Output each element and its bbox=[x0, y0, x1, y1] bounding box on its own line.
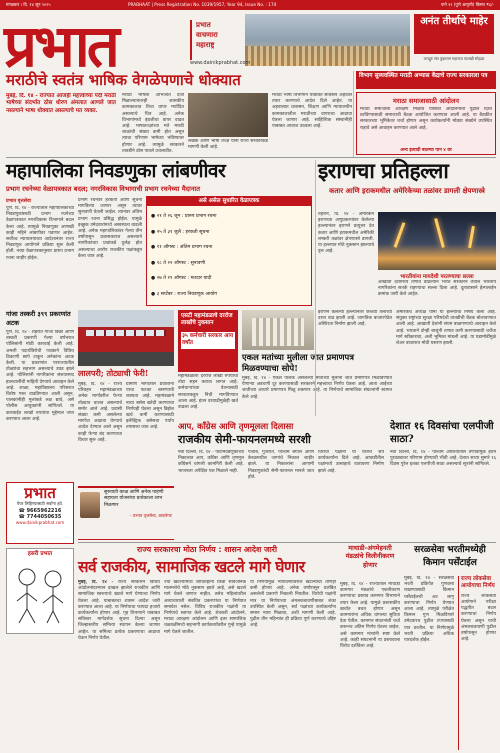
lead-headline-text: मराठीचे स्वतंत्र भाषिक वेगळेपणाचे धोक्यात bbox=[6, 71, 241, 89]
congress-col-3: विरोधी पक्षांनी या यशाचे श्रेय कार्यकर्त्यांना दिले आहे. आघाडीतील पक्षांमध्ये उत्साहाचे वातावरण निर्माण झाले आहे. bbox=[318, 450, 384, 474]
schedule-list bbox=[147, 206, 311, 305]
vote-body: मुंबई, दि. १४ - एकल पालक असलेल्या मातांच्या मुलांना जात प्रमाणपत्र मिळविण्यात येणाऱ्या अडचणी दूर करण्यासाठी सरकारने महत्त्वाचा निर्णय घेतला आहे. आता आईच्या जातीच्या आधारे प्रमाणपत्र मिळू शकणार आहे. या निर्णयाचे सामाजिक संघटनांनी स्वागत केले आहे. bbox=[242, 376, 392, 400]
bottom-mid-body: मुंबई, दि. १४ - राज्यातील माथाडी कामगार मंडळांचे एकत्रीकरण करण्याचा प्रस्ताव कामगार विभागाने तयार केला आहे. यामुळे प्रशासकीय खर्चात बचत होणार असून कामगारांना अधिक चांगल्या सुविधा देता येतील. कामगार संघटनांशी चर्चा करूनच अंतिम निर्णय घेतला जाईल, असे कामगार मंत्र्यांनी स्पष्ट केले आहे. काही संघटनांनी या प्रस्तावाला विरोध दर्शविला आहे. bbox=[340, 582, 400, 650]
side-box-caption: जगद्गुरु संत तुकाराम महाराज पालखी सोहळा bbox=[423, 56, 485, 61]
quote-author: - प्रभात वृत्तसेवा, ठाकरेगट bbox=[130, 514, 172, 520]
logo[interactable]: प्रभात bbox=[4, 12, 117, 80]
price-info: पाने १२ (पुणे आवृत्ती) किंमत ₹६/- bbox=[440, 2, 494, 7]
municipal-col-2: प्रभाग रचनेवर हरकती आणि सूचना मागविल्या जाणार असून त्यावर सुनावणी घेतली जाईल. त्यानंतर अंतिम प्रभाग रचना प्रसिद्ध होईल. यामुळे इच्छुक उमेदवारांमध्ये अस्वस्थता वाढली आहे. अनेक महापालिकांवर गेल्या तीन वर्षांपासून प्रशासकराज असल्याने नागरिकांच्या प्रश्नांकडे दुर्लक्ष होत असल्याचा आरोप राजकीय पक्षांकडून केला जात आहे. bbox=[78, 198, 142, 259]
mid-left-body: पुणे, दि. १४ - शहरात गांजा विक्री आणि तस्करी प्रकरणी गेल्या वर्षभरात पोलिसांनी मोठी कारवाई केली आहे. अमली पदार्थविरोधी पथकाने विविध ठिकाणी छापे टाकून अनेकांना अटक केली. या प्रकरणांत परराज्यातील टोळ्यांचा सहभाग असल्याचे उघड झाले आहे. पोलिसांनी नागरिकांना संशयास्पद हालचालींची माहिती देण्याचे आवाहन केले आहे. शाळा, महाविद्यालय परिसरात विशेष गस्त वाढविण्यात आली असून, पालकांनीही मुलांकडे लक्ष द्यावे, असे पोलीस आयुक्तांनी सांगितले. या कारवाईत लाखो रुपयांचा मुद्देमाल जप्त करण्यात आला आहे. bbox=[6, 330, 74, 422]
bus-body-2: ग्रामीण भागातील प्रवाशांना याचा फटका बसण्याची शक्यता आहे. महामंडळाने नव्या बसेस खरेदी करण्याचा निर्णयही घेतला असून डिझेल खर्च कमी करण्यासाठी इलेक्ट्रिक बसेसचा पर्याय तपासला जात आहे. bbox=[126, 382, 174, 431]
iran-right-col: अमेरिकेचे अध्यक्ष यांनी या हल्ल्याचा निषेध केला आहे. संयुक्त राष्ट्रांच्या सुरक्षा परिषदेची तातडीची बैठक बोलावण्यात आली आहे. आखाती देशांनी संयम बाळगण्याचे आवाहन केले आहे. भारताने दोन्ही बाजूंनी तणाव कमी करण्यासाठी चर्चेचा मार्ग स्वीकारावा, अशी भूमिका मांडली आहे. या घडामोडींमुळे शेअर बाजारात मोठी घसरण झाली. bbox=[396, 310, 496, 347]
bus-photo bbox=[78, 310, 174, 366]
schedule-item: ● २१ ते २६ जून : प्रारुप प्रभाग रचना bbox=[151, 214, 217, 219]
quote-text: सुरुवाती काळ आणि अनेक पाहणी सहायता योजनांचा प्रत्येकाला लाभ मिळणार bbox=[104, 490, 164, 508]
sixteen-days-body: नवी दिल्ली, दि. १४ - पश्चिम आशियातील तणावामुळे इंधन पुरवठ्यावर परिणाम होण्याची भीती आहे. देशात सध्या सुमारे १६ दिवस पुरेल इतका एलपीजी साठा असल्याचे सूत्रांनी सांगितले. bbox=[390, 450, 496, 468]
rule bbox=[353, 71, 354, 157]
registration-info: PRABHAAT | Press Registration No. 1039/1957, Year 94, Issue No. : 174 bbox=[128, 2, 277, 7]
municipal-subhead: प्रभाग रचनेच्या वेळापत्रकात बदल; नगरविकास विभागाची प्रभाग रचनेच्या मैदानात bbox=[6, 185, 201, 193]
mid-left-headline: गांजा तस्करी ३९९ प्रकरणांत अटक bbox=[6, 310, 71, 327]
bottom-right-headline: सरळसेवा भरतीमध्येही किमान पर्सेंटाईल bbox=[414, 545, 486, 568]
vote-headline: एकल मतांच्या मुलीला जात प्रमाणपत्र मिळवण्याचा सोपे! bbox=[242, 352, 354, 373]
lead-col-2: मराठी भाषेला अभिजात दर्जा मिळाल्यानंतरही शासकीय कामकाजात तिचा वापर मर्यादित असल्याचे चित्र आहे. अनेक विभागांमध्ये इंग्रजीचा वापर वाढत आहे. भाषातज्ज्ञांच्या मते मराठी शाळांची संख्या कमी होत असून त्याचा परिणाम भाषेच्या भविष्यावर होणार आहे. त्यामुळे सरकारने तातडीने ठोस पावले उचलावीत. bbox=[122, 93, 184, 154]
cartoon-illustration bbox=[7, 557, 73, 629]
municipal-headline: महापालिका निवडणुका लांबणीवर bbox=[6, 160, 226, 182]
iran-photo-caption: भारतीयांना मायदेशी परतण्याचा सल्ला bbox=[400, 274, 474, 280]
right-top-headline: मराठा समाजासाठी आंदोलन bbox=[392, 97, 460, 105]
lead-photo-caption: लेखक आणि भाषा तज्ज्ञ यांनी राज्य सरकारकडे मागणी केली आहे. bbox=[188, 139, 268, 151]
bottom-dateline: मुंबई, दि. १४ - bbox=[78, 580, 114, 585]
lead-headline bbox=[6, 71, 351, 89]
court-photo bbox=[242, 310, 314, 350]
bottom-col-3: या निर्णयामुळे न्यायालयांवरील खटल्यांचा ताणही कमी होणार आहे. अनेक वर्षांपासून प्रलंबित असलेली प्रकरणे निकाली निघतील. विरोधी पक्षांनी मात्र या निर्णयाच्या अंमलबजावणीबाबत शंका उपस्थित केली असून, सर्व पक्षांच्या कार्यकर्त्यांना समान न्याय मिळावा, अशी मागणी केली आहे. पुढील तीन महिन्यांत ही प्रक्रिया पूर्ण करण्याचे उद्दिष्ट आहे. bbox=[250, 580, 336, 629]
municipal-col-1: पुणे, दि. १४ - राज्यातील महापालिकांच्या निवडणुकांसाठी प्रभाग रचनेच्या वेळापत्रकात नगरविकास विभागाने बदल केला आहे. त्यामुळे निवडणुका आणखी काही महिने लांबणीवर पडणार आहेत. सर्वोच्च न्यायालयाच्या आदेशानंतर राज्य निवडणूक आयोगाने प्रक्रिया सुरू केली होती. नव्या वेळापत्रकानुसार प्रारुप प्रभाग रचना जाहीर होईल. bbox=[6, 206, 74, 261]
right-top-body: मराठा समाजाला आरक्षण मिळावे यासाठी आंदोलनाची पुढील दिशा ठरविण्यासाठी समाजाची बैठक आयोजित करण्यात आली आहे. या बैठकीत सरकारच्या भूमिकेवर चर्चा होणार असून कार्यकर्त्यांनी मोठ्या संख्येने उपस्थित राहावे असे आवाहन करण्यात आले आहे. bbox=[360, 107, 492, 131]
schedule-item: ● १८ ते २२ ऑगस्ट : सुनावणी bbox=[151, 260, 206, 266]
bottom-right-body: मुंबई, दि. १४ - सरळसेवा भरती प्रक्रियेत गुणवत्ता राखण्यासाठी किमान पर्सेंटाईलची अट लागू करण्याचा निर्णय घेण्यात आला आहे. त्यामुळे परीक्षेत किमान गुण मिळविणारे उमेदवारच पुढील टप्प्यासाठी पात्र ठरतील. या निर्णयामुळे भरती प्रक्रिया अधिक पारदर्शक होईल. bbox=[404, 576, 454, 644]
lead-photo bbox=[188, 93, 268, 137]
schedule-item: ● ३ सप्टेंबर : राज्य निवडणूक आयोग bbox=[151, 291, 217, 297]
ad-tagline: पेपर लिहिण्यासाठी सर्वांना हवे. bbox=[16, 501, 64, 506]
sixteen-days-headline: देशात १६ दिवसांचा एलपीजी साठा? bbox=[390, 421, 494, 445]
rule-h bbox=[6, 157, 496, 158]
iran-photo bbox=[378, 212, 496, 270]
website-link[interactable]: www.dainikprabhat.com bbox=[190, 60, 251, 66]
congress-col-1: नवी दिल्ली, दि. १४ - पोटनिवडणुकांच्या निकालात आप, काँग्रेस आणि तृणमूल काँग्रेसने चांगली कामगिरी केली आहे. भाजपला अपेक्षित यश मिळाले नाही. bbox=[178, 450, 244, 474]
bottom-col-2: ज्या खटल्यांमध्ये जीवितहानी किंवा सार्वजनिक मालमत्तेचे मोठे नुकसान झाले आहे, असे खटले मागे घेतले जाणार नाहीत. तसेच महिलांवरील अत्याचाराशी संबंधित प्रकरणांचा या निर्णयात समावेश नसेल. विविध राजकीय पक्षांनी या निर्णयाचे स्वागत केले आहे. शेतकरी आंदोलने, मराठा आरक्षण आंदोलन आणि इतर सामाजिक चळवळींमध्ये सहभागी कार्यकर्त्यांवरील गुन्हे यामुळे मागे घेतले जातील. bbox=[164, 580, 246, 635]
right-top-box bbox=[356, 92, 496, 155]
cartoon-box bbox=[6, 548, 74, 634]
side-box: अनंत तीर्थाचे माहेर bbox=[414, 14, 494, 54]
schedule-item: ● ११ ऑगस्ट : अंतिम प्रभाग रचना bbox=[151, 245, 213, 250]
logo-tagline: प्रभात वाचणारा महाराष्ट्र bbox=[190, 20, 220, 60]
schedule-box bbox=[146, 196, 312, 306]
lead-intro: मुंबई, दि. १४ - राज्यात आजही महत्त्वाच्या पदी मराठी भाषेच्या संदर्भात ठोस धोरण अंमलात आणले जात नसल्याने भाषा धोक्यात असल्याचे मत व्यक्त. bbox=[6, 93, 116, 114]
iran-col-1: तेहरान, दि. १४ - अमेरिकेने इराणच्या अणुप्रकल्पांवर केलेल्या हल्ल्यानंतर इराणने प्रत्युत्तर देत कतार आणि इराकमधील अमेरिकी लष्करी तळांवर क्षेपणास्त्रे डागली. या हल्ल्यात मोठे नुकसान झाल्याचे वृत्त आहे. bbox=[318, 212, 374, 255]
iran-mid-col: इराणने केलेल्या हल्ल्यानंतर कच्च्या तेलाच्या दरात वाढ झाली आहे. जागतिक बाजारपेठेत अस्थिरता निर्माण झाली आहे. bbox=[318, 310, 392, 328]
cartoon-title: हसरी प्रभात bbox=[27, 551, 53, 557]
ad-phone-2: ☎ 7744050635 bbox=[18, 514, 62, 521]
ad-brand: प्रभात bbox=[24, 484, 56, 502]
bottom-col-1: मुंबई, दि. १४ - राज्य सरकारने विविध आंदोलनांदरम्यान दाखल झालेले राजकीय आणि सामाजिक स्वरूपाचे खटले मागे घेण्याचा निर्णय घेतला आहे. याबाबतचा शासन आदेश जारी करण्यात आला आहे. या निर्णयाचा फायदा हजारो कार्यकर्त्यांना होणार आहे. गृह विभागाने याबाबत सविस्तर मार्गदर्शक सूचना दिल्या असून जिल्हास्तरीय समित्या स्थापन केल्या जाणार आहेत. या समित्या प्रत्येक प्रकरणाचा आढावा घेऊन निर्णय घेतील. bbox=[78, 580, 160, 641]
bottom-mid-headline: माथाडी-अंगमेहनती मंडळांचे विलीनीकरण होणार bbox=[345, 544, 395, 569]
lead-col-4: मराठी भाषा विभागाने याबाबत सविस्तर अहवाल तयार करण्याचे आदेश दिले आहेत. या अहवालात प्रशासन, शिक्षण आणि न्यायालयीन कामकाजातील मराठीच्या वापराचा आढावा घेतला जाणार आहे. साहित्यिक संस्थांनीही याबाबत आवाज उठवला आहे. bbox=[272, 93, 352, 130]
iran-headline: इराणचा प्रतिहल्ला bbox=[318, 158, 449, 183]
bottom-right-side bbox=[458, 576, 496, 750]
bottom-right-side-headline: राज्य लोकसेवा आयोगाचा निर्णय bbox=[461, 576, 495, 590]
ad-phone-1: ☎ 9665962216 bbox=[18, 508, 62, 515]
bus-sidebar-sub: ३५ कर्मचारी सरकार आय वर्षांत bbox=[181, 332, 235, 349]
bus-body: मुंबई, दि. १४ - राज्य परिवहन महामंडळाच्या अनेक मार्गांवरील फेऱ्या तोट्यात चालत असल्याचे समोर आले आहे. प्रवासी संख्या कमी असलेल्या मार्गांचा आढावा घेण्याचे आदेश देण्यात आले असून काही फेऱ्या बंद करण्याचा विचार सुरू आहे. bbox=[78, 382, 122, 443]
quote-box bbox=[78, 486, 174, 540]
ad-box[interactable] bbox=[6, 482, 74, 544]
bus-sidebar-headline: एसटी महामंडळाचे दररोज लाखोंचे नुकसान bbox=[181, 313, 233, 327]
congress-sub: राजकीय सेमी-फायनलमध्ये सरशी bbox=[178, 433, 311, 446]
quote-portrait bbox=[80, 492, 100, 518]
right-top-link[interactable]: अन्य इत्यादी बातम्या पान ४ वर bbox=[400, 148, 452, 153]
congress-col-2: पंजाब, गुजरात, पश्चिम बंगाल आणि केरळमधील जागांचे निकाल जाहीर झाले. या निकालांना आगामी निवडणुकांची सेमी-फायनल मानले जात होते. bbox=[248, 450, 314, 480]
iran-subhead: कतार आणि इराकमधील अमेरिकेच्या तळांवर डागली क्षेपणास्त्रे bbox=[329, 187, 485, 195]
rule-h bbox=[78, 542, 496, 543]
ad-web[interactable]: www.dainikprabhat.com bbox=[15, 520, 65, 526]
rule bbox=[315, 160, 316, 416]
municipal-byline: प्रभात वृत्तसेवा bbox=[6, 199, 31, 204]
bus-sidebar-body: महामंडळाला दररोज लाखो रुपयांचा तोटा सहन करावा लागत आहे. कर्मचाऱ्यांच्या वेतनासाठी सरकारकडून निधी मागविण्यात आला आहे. इंधन दरवाढीमुळेही खर्च वाढला आहे. bbox=[178, 374, 238, 411]
bus-sidebar bbox=[178, 310, 238, 372]
schedule-box-title: असे असेल सुधारित वेळापत्रक bbox=[147, 197, 311, 206]
congress-headline: आप, काँग्रेस आणि तृणमूलला दिलासा bbox=[178, 421, 294, 431]
schedule-item: ● २७ ते २९ ऑगस्ट : मतदार यादी bbox=[151, 276, 212, 281]
iran-col-2: आखाती देशांमध्ये तणाव वाढल्याने भारत सरकारने तेथील भारतीय नागरिकांना सतर्क राहण्याचा सल्ला दिला आहे. दूतावासाने हेल्पलाईन क्रमांक जारी केले आहेत. bbox=[378, 280, 496, 298]
right-top-banner: विभाग सुव्यवस्थित मराठी अभ्यास केंद्राचे राज्य सरकारला पत्र bbox=[356, 71, 496, 89]
bus-label: लालपरी; तोट्याची फेरी! bbox=[78, 368, 149, 378]
issue-date: मंगळवार । दि. १४ जून २०२५ bbox=[6, 2, 51, 7]
schedule-item: ● २५ ते ३१ जुलै : हरकती सूचना bbox=[151, 229, 210, 235]
bottom-headline: सर्व राजकीय, सामाजिक खटले मागे घेणार bbox=[78, 557, 305, 576]
bottom-kicker: राज्य सरकारचा मोठा निर्णय : शासन आदेश जारी bbox=[136, 545, 277, 554]
masthead-photo bbox=[245, 14, 410, 66]
bottom-right-side-body: राज्य लोकसेवा आयोगाने परीक्षा पद्धतीत बदल करण्याचा निर्णय घेतला असून याची अंमलबजावणी पुढील वर्षापासून होणार आहे. bbox=[461, 593, 496, 643]
